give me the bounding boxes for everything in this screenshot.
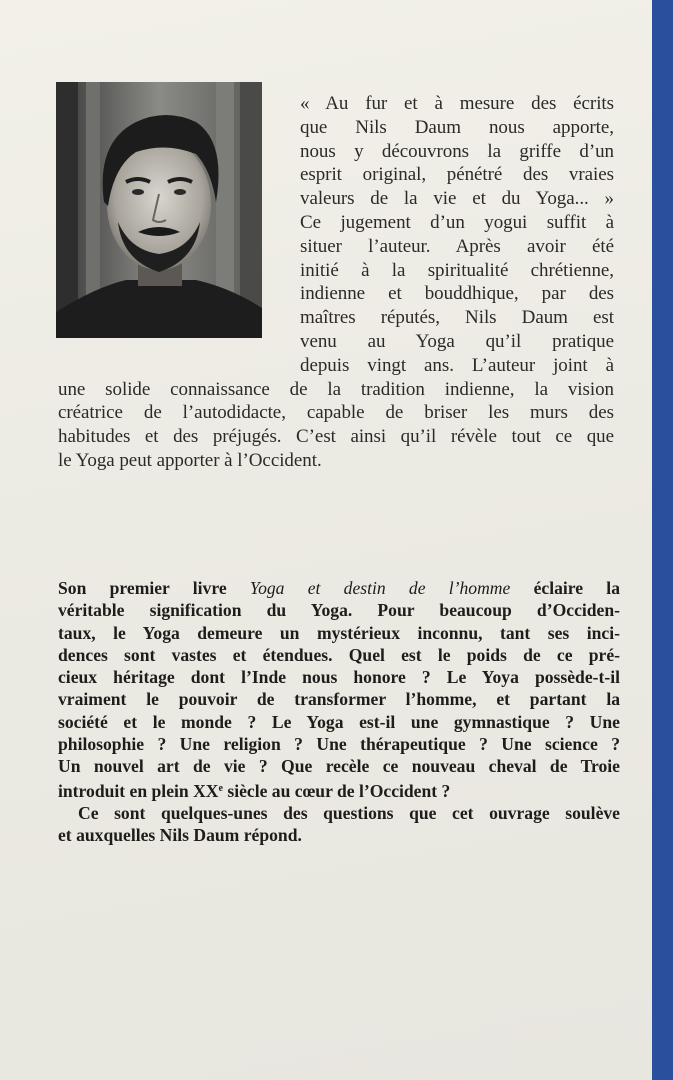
summary-line: société et le monde ? Le Yoga est-il une gymnastique ? Une xyxy=(58,711,620,732)
bio-line: créatrice de l’autodidacte, capable de briser les murs des xyxy=(58,402,614,424)
author-biography xyxy=(58,92,614,473)
bio-line: esprit original, pénétré des vraies xyxy=(300,164,614,186)
summary-line: cieux héritage dont l’Inde nous honore ? Le Yoya possède-t-il xyxy=(58,667,620,688)
bio-line: depuis vingt ans. L’auteur joint à xyxy=(300,354,614,376)
book-summary xyxy=(58,577,620,847)
summary-line: philosophie ? Une religion ? Une thérapeutique ? Une science ? xyxy=(58,734,620,755)
bio-line: initié à la spiritualité chrétienne, xyxy=(300,259,614,281)
bio-line: que Nils Daum nous apporte, xyxy=(300,116,614,138)
bio-line: maîtres réputés, Nils Daum est xyxy=(300,307,614,329)
bio-line: « Au fur et à mesure des écrits xyxy=(300,93,614,114)
summary-line: vraiment le pouvoir de transformer l’homme, et partant la xyxy=(58,689,620,710)
bio-line: le Yoga peut apporter à l’Occident. xyxy=(58,449,322,471)
bio-line: une solide connaissance de la tradition indienne, la vision xyxy=(58,378,614,400)
summary-lead-end: éclaire la xyxy=(533,578,620,598)
summary-line-century xyxy=(58,778,620,802)
bio-line: indienne et bouddhique, par des xyxy=(300,283,614,305)
century-text-before: introduit en plein XX xyxy=(58,780,219,801)
portrait-spacer xyxy=(58,92,300,374)
summary-lead: Son premier livre xyxy=(58,578,227,598)
bio-line: valeurs de la vie et du Yoga... » xyxy=(300,188,614,210)
century-superscript: e xyxy=(218,782,223,794)
summary-line-first xyxy=(58,577,620,599)
summary-line: dences sont vastes et étendues. Quel est le poids de ce pré- xyxy=(58,644,620,665)
bio-line: habitudes et des préjugés. C’est ainsi qu’il révèle tout ce que xyxy=(58,426,614,448)
book-title: Yoga et destin de l’homme xyxy=(249,578,511,598)
bio-line: nous y découvrons la griffe d’un xyxy=(300,140,614,162)
closing-line: et auxquelles Nils Daum répond. xyxy=(58,825,302,846)
century-text-after: siècle au cœur de l’Occident ? xyxy=(222,780,451,801)
summary-line: Un nouvel art de vie ? Que recèle ce nouveau cheval de Troie xyxy=(58,756,620,777)
summary-line: véritable signification du Yoga. Pour beaucoup d’Occiden- xyxy=(58,600,620,621)
summary-line: taux, le Yoga demeure un mystérieux inconnu, tant ses inci- xyxy=(58,622,620,643)
bio-line: situer l’auteur. Après avoir été xyxy=(300,235,614,257)
closing-line: Ce sont quelques-unes des questions que cet ouvrage soulève xyxy=(78,802,620,823)
bio-line: Ce jugement d’un yogui suffit à xyxy=(300,211,614,233)
bio-line: venu au Yoga qu’il pratique xyxy=(300,330,614,352)
